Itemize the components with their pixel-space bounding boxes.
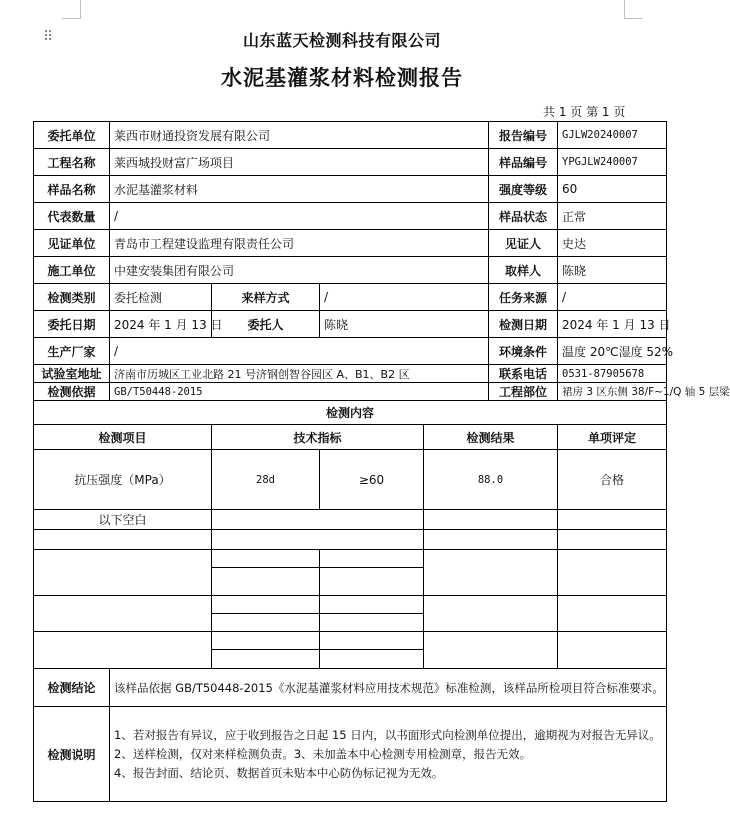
- task-source-value[interactable]: /: [558, 284, 667, 311]
- blank-cell[interactable]: [34, 550, 212, 596]
- basis-label: 检测依据: [34, 383, 110, 401]
- blank-cell[interactable]: [212, 650, 320, 669]
- row-blank-note: [34, 510, 667, 530]
- row-notes: [34, 707, 667, 802]
- basis-value[interactable]: GB/T50448-2015: [110, 383, 489, 401]
- blank-cell[interactable]: [424, 596, 558, 632]
- header-item: 检测项目: [34, 425, 212, 450]
- entrust-person-label: 委托人: [212, 311, 320, 338]
- lab-address-value[interactable]: 济南市历城区工业北路 21 号济钢创智谷园区 A、B1、B2 区: [110, 365, 489, 383]
- blank-cell[interactable]: [212, 614, 320, 632]
- row-test-headers: [34, 425, 667, 450]
- sampler-value[interactable]: 陈晓: [558, 257, 667, 284]
- blank-cell[interactable]: [212, 632, 320, 650]
- blank-cell[interactable]: [558, 530, 667, 550]
- phone-label: 联系电话: [489, 365, 558, 383]
- report-table: [33, 121, 730, 802]
- row-blank: [34, 596, 667, 614]
- blank-cell[interactable]: [212, 596, 320, 614]
- page-info: 共 1 页 第 1 页: [543, 105, 626, 119]
- entrust-date-label: 委托日期: [34, 311, 110, 338]
- notes-line-1: 1、若对报告有异议，应于收到报告之日起 15 日内，以书面形式向检测单位提出，逾期视为对报告无异议。: [114, 727, 661, 742]
- manufacturer-label: 生产厂家: [34, 338, 110, 365]
- test-judge[interactable]: 合格: [558, 450, 667, 510]
- header-spec: 技术指标: [212, 425, 424, 450]
- test-spec-value[interactable]: ≥60: [320, 450, 424, 510]
- blank-cell[interactable]: [558, 632, 667, 669]
- row-entrust-date: [34, 311, 667, 338]
- row-witness-unit: [34, 230, 667, 257]
- blank-cell[interactable]: [34, 632, 212, 669]
- test-type-value[interactable]: 委托检测: [110, 284, 212, 311]
- blank-cell[interactable]: [320, 568, 424, 596]
- blank-cell[interactable]: [424, 530, 558, 550]
- test-result[interactable]: 88.0: [424, 450, 558, 510]
- test-section-title: 检测内容: [34, 401, 667, 425]
- witness-unit-value[interactable]: 青岛市工程建设监理有限责任公司: [110, 230, 489, 257]
- blank-cell[interactable]: [320, 632, 424, 650]
- blank-cell[interactable]: [558, 596, 667, 632]
- witness-unit-label: 见证单位: [34, 230, 110, 257]
- blank-cell[interactable]: [212, 530, 424, 550]
- test-date-value[interactable]: 2024 年 1 月 13 日: [558, 311, 667, 338]
- row-project: [34, 149, 667, 176]
- blank-cell[interactable]: [212, 510, 424, 530]
- row-quantity: [34, 203, 667, 230]
- blank-cell[interactable]: [34, 530, 212, 550]
- blank-cell[interactable]: [424, 632, 558, 669]
- blank-cell[interactable]: [212, 550, 320, 568]
- row-test-data: [34, 450, 667, 510]
- blank-cell[interactable]: [558, 550, 667, 596]
- sample-no-label: 样品编号: [489, 149, 558, 176]
- notes-label: 检测说明: [34, 707, 110, 802]
- notes-line-3: 4、报告封面、结论页、数据首页未贴本中心防伪标记视为无效。: [114, 765, 444, 780]
- blank-cell[interactable]: [558, 510, 667, 530]
- sample-method-label: 来样方式: [212, 284, 320, 311]
- manufacturer-value[interactable]: /: [110, 338, 489, 365]
- report-title: 水泥基灌浆材料检测报告: [221, 66, 463, 90]
- blank-cell[interactable]: [34, 596, 212, 632]
- report-no-label: 报告编号: [489, 122, 558, 149]
- table-move-handle-icon[interactable]: ⠿: [43, 29, 54, 45]
- env-value[interactable]: 温度 20℃湿度 52%: [558, 338, 667, 365]
- phone-value[interactable]: 0531-87905678: [558, 365, 667, 383]
- header-result: 检测结果: [424, 425, 558, 450]
- project-value[interactable]: 莱西城投财富广场项目: [110, 149, 489, 176]
- sampler-label: 取样人: [489, 257, 558, 284]
- sample-name-label: 样品名称: [34, 176, 110, 203]
- page-corner-mark-top-left: [62, 0, 81, 19]
- sample-no-value[interactable]: YPGJLW240007: [558, 149, 667, 176]
- blank-note: 以下空白: [34, 510, 212, 530]
- row-sample-name: [34, 176, 667, 203]
- witness-label: 见证人: [489, 230, 558, 257]
- notes-content[interactable]: [110, 707, 667, 802]
- blank-cell[interactable]: [320, 650, 424, 669]
- notes-line-2: 2、送样检测，仅对来样检测负责。3、未加盖本中心检测专用检测章，报告无效。: [114, 746, 532, 761]
- row-lab-address: [34, 365, 667, 383]
- entrust-person-value[interactable]: 陈晓: [320, 311, 489, 338]
- row-test-type: [34, 284, 667, 311]
- quantity-label: 代表数量: [34, 203, 110, 230]
- blank-cell[interactable]: [320, 550, 424, 568]
- row-client: [34, 122, 667, 149]
- conclusion-label: 检测结论: [34, 669, 110, 707]
- row-blank: [34, 632, 667, 650]
- witness-value[interactable]: 史达: [558, 230, 667, 257]
- sample-name-value[interactable]: 水泥基灌浆材料: [110, 176, 489, 203]
- row-test-section: [34, 401, 667, 425]
- blank-cell[interactable]: [212, 568, 320, 596]
- blank-cell[interactable]: [424, 550, 558, 596]
- report-no-value[interactable]: GJLW20240007: [558, 122, 667, 149]
- conclusion-text[interactable]: 该样品依据 GB/T50448-2015《水泥基灌浆材料应用技术规范》标准检测，该样品所检项目符合标准要求。: [110, 669, 667, 707]
- row-blank: [34, 550, 667, 568]
- test-type-label: 检测类别: [34, 284, 110, 311]
- blank-cell[interactable]: [320, 614, 424, 632]
- env-label: 环境条件: [489, 338, 558, 365]
- strength-label: 强度等级: [489, 176, 558, 203]
- sample-state-label: 样品状态: [489, 203, 558, 230]
- row-basis: [34, 383, 667, 401]
- sample-state-value[interactable]: 正常: [558, 203, 667, 230]
- row-construct: [34, 257, 667, 284]
- page-corner-mark-top-right: [624, 0, 643, 19]
- client-label: 委托单位: [34, 122, 110, 149]
- header-judge: 单项评定: [558, 425, 667, 450]
- row-manufacturer: [34, 338, 667, 365]
- test-date-label: 检测日期: [489, 311, 558, 338]
- row-conclusion: [34, 669, 667, 707]
- quantity-value[interactable]: /: [110, 203, 489, 230]
- blank-cell[interactable]: [320, 596, 424, 614]
- construct-value[interactable]: 中建安装集团有限公司: [110, 257, 489, 284]
- blank-cell[interactable]: [424, 510, 558, 530]
- project-label: 工程名称: [34, 149, 110, 176]
- sample-method-value[interactable]: /: [320, 284, 489, 311]
- part-value[interactable]: 裙房 3 区东侧 38/F~1/Q 轴 5 层梁: [558, 383, 667, 401]
- row-blank: [34, 530, 667, 550]
- test-item[interactable]: 抗压强度（MPa）: [34, 450, 212, 510]
- client-value[interactable]: 莱西市财通投资发展有限公司: [110, 122, 489, 149]
- entrust-date-value[interactable]: 2024 年 1 月 13 日: [110, 311, 212, 338]
- construct-label: 施工单位: [34, 257, 110, 284]
- part-label: 工程部位: [489, 383, 558, 401]
- task-source-label: 任务来源: [489, 284, 558, 311]
- test-spec-age[interactable]: 28d: [212, 450, 320, 510]
- strength-value[interactable]: 60: [558, 176, 667, 203]
- lab-address-label: 试验室地址: [34, 365, 110, 383]
- company-name: 山东蓝天检测科技有限公司: [242, 31, 441, 50]
